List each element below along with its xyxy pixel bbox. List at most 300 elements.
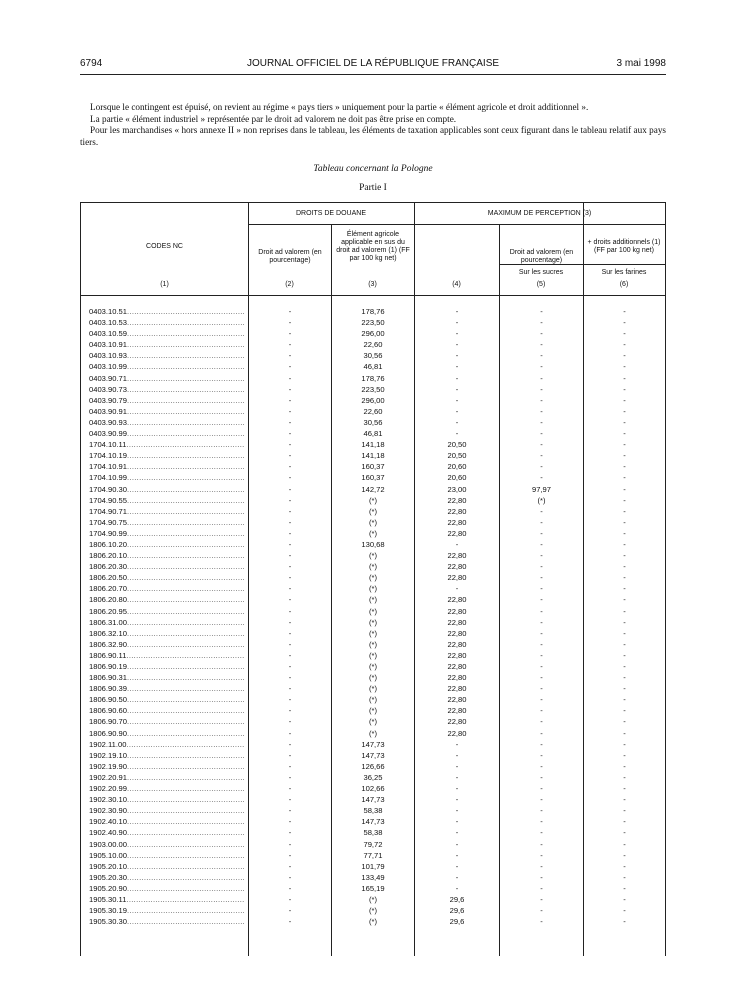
droit-ad-valorem-cell: - — [288, 351, 292, 361]
table-row — [81, 406, 665, 417]
table-row — [81, 439, 665, 450]
element-agricole-cell: (*) — [368, 617, 377, 627]
droit-sucres-cell: - — [540, 894, 543, 904]
droit-farines-cell: - — [623, 517, 626, 527]
droit-sucres-cell: - — [540, 784, 543, 794]
max-droit-ad-valorem-cell: - — [455, 784, 459, 794]
table-row — [81, 716, 665, 727]
droit-farines-cell: - — [623, 695, 626, 705]
droit-ad-valorem-cell: - — [288, 684, 292, 694]
code-nc-cell: 1806.20.70 ..... — [89, 583, 244, 594]
element-agricole-cell: (*) — [368, 584, 377, 594]
code-nc-cell: 1902.40.90 ..... — [89, 827, 244, 838]
droit-farines-cell: - — [623, 761, 626, 771]
droit-ad-valorem-cell: - — [288, 362, 292, 372]
element-agricole-cell: (*) — [368, 673, 377, 683]
droit-sucres-cell: - — [540, 395, 543, 405]
table-row — [81, 872, 665, 883]
droit-ad-valorem-cell: - — [288, 861, 292, 871]
code-nc-cell: 1704.90.30 ..... — [89, 484, 244, 495]
max-droit-ad-valorem-cell: 29,6 — [449, 917, 465, 927]
max-droit-ad-valorem-cell: 29,6 — [449, 894, 465, 904]
code-nc-cell: 1806.90.60 ..... — [89, 705, 244, 716]
element-agricole-cell: (*) — [368, 917, 377, 927]
element-agricole-cell: 133,49 — [361, 872, 385, 882]
droit-farines-cell: - — [623, 850, 626, 860]
table-row — [81, 894, 665, 905]
max-droit-ad-valorem-cell: - — [455, 850, 459, 860]
element-agricole-cell: (*) — [368, 706, 377, 716]
droit-ad-valorem-cell: - — [288, 406, 292, 416]
droit-sucres-cell: - — [540, 429, 543, 439]
max-droit-ad-valorem-cell: - — [455, 351, 459, 361]
table-row — [81, 794, 665, 805]
max-droit-ad-valorem-cell: - — [455, 340, 459, 350]
element-agricole-cell: (*) — [368, 562, 377, 572]
code-nc-cell: 1806.20.95 ..... — [89, 606, 244, 617]
droit-sucres-cell: - — [540, 639, 543, 649]
table-row — [81, 739, 665, 750]
table-row — [81, 617, 665, 628]
element-agricole-cell: 160,37 — [361, 462, 385, 472]
table-row — [81, 572, 665, 583]
code-nc-cell: 1905.30.11 ..... — [89, 894, 244, 905]
droit-farines-cell: - — [623, 817, 626, 827]
droit-sucres-cell: - — [540, 872, 543, 882]
max-droit-ad-valorem-cell: - — [455, 872, 459, 882]
droit-sucres-cell: - — [540, 340, 543, 350]
max-droit-ad-valorem-cell: 22,80 — [447, 617, 467, 627]
element-agricole-cell: (*) — [368, 662, 377, 671]
code-nc-cell: 1806.90.70 ..... — [89, 716, 244, 727]
droit-farines-cell: - — [623, 639, 626, 649]
code-nc-cell: 0403.10.99 ..... — [89, 361, 244, 372]
droit-ad-valorem-cell: - — [288, 395, 292, 405]
droit-sucres-cell: - — [540, 772, 543, 782]
max-droit-ad-valorem-cell: 22,80 — [447, 495, 467, 505]
droit-sucres-cell: - — [540, 617, 543, 627]
droit-ad-valorem-cell: - — [288, 750, 292, 760]
max-droit-ad-valorem-cell: 22,80 — [447, 551, 467, 561]
header-rule — [80, 74, 666, 75]
table-row — [81, 461, 665, 472]
code-nc-cell: 0403.90.73 ..... — [89, 384, 244, 395]
code-nc-cell: 1704.90.71 ..... — [89, 506, 244, 517]
element-agricole-cell: 223,50 — [361, 384, 385, 394]
droit-farines-cell: - — [623, 839, 626, 849]
droit-farines-cell: - — [623, 617, 626, 627]
table-row — [81, 761, 665, 772]
droit-sucres-cell: - — [540, 695, 543, 705]
droit-ad-valorem-cell: - — [288, 828, 292, 838]
max-droit-ad-valorem-cell: 22,80 — [447, 528, 467, 538]
max-droit-ad-valorem-cell: - — [455, 806, 459, 816]
droit-ad-valorem-cell: - — [288, 795, 292, 805]
element-agricole-cell: 22,60 — [363, 340, 383, 350]
element-agricole-cell: 165,19 — [361, 883, 385, 893]
droit-ad-valorem-cell: - — [288, 539, 292, 549]
droit-farines-cell: - — [623, 362, 626, 372]
intro-paragraph: La partie « élément industriel » représentée par le droit ad valorem ne doit pas être prise en compte. — [90, 113, 457, 124]
droit-farines-cell: - — [623, 684, 626, 694]
max-droit-ad-valorem-cell: - — [455, 772, 459, 782]
table-row — [81, 639, 665, 650]
code-nc-cell: 0403.90.93 ..... — [89, 417, 244, 428]
droit-sucres-cell: - — [540, 728, 543, 738]
droit-farines-cell: - — [623, 606, 626, 616]
table-row — [81, 861, 665, 872]
droit-farines-cell: - — [623, 728, 626, 738]
droit-farines-cell: - — [623, 417, 626, 427]
droit-ad-valorem-cell: - — [288, 462, 292, 472]
max-droit-ad-valorem-cell: 22,80 — [447, 573, 467, 583]
max-droit-ad-valorem-cell: - — [455, 417, 459, 427]
code-nc-cell: 1902.30.10 ..... — [89, 794, 244, 805]
droit-ad-valorem-cell: - — [288, 373, 292, 383]
max-droit-ad-valorem-cell: 22,80 — [447, 650, 467, 660]
max-droit-ad-valorem-cell: - — [455, 584, 459, 594]
code-nc-cell: 1806.20.50 ..... — [89, 572, 244, 583]
droit-sucres-cell: - — [540, 850, 543, 860]
element-agricole-cell: (*) — [368, 595, 377, 605]
droit-farines-cell: - — [623, 662, 626, 671]
code-nc-cell: 1905.20.90 ..... — [89, 883, 244, 894]
header-droit-ad-valorem: Droit ad valorem (en pourcentage) — [258, 249, 322, 264]
table-row — [81, 694, 665, 705]
element-agricole-cell: 58,38 — [363, 828, 383, 838]
droit-ad-valorem-cell: - — [288, 595, 292, 605]
table-row — [81, 650, 665, 661]
column-number: (1) — [160, 281, 169, 288]
droit-ad-valorem-cell: - — [288, 784, 292, 794]
max-droit-ad-valorem-cell: - — [455, 406, 459, 416]
max-droit-ad-valorem-cell: 22,80 — [447, 506, 467, 516]
droit-farines-cell: - — [623, 351, 626, 361]
droit-ad-valorem-cell: - — [288, 506, 292, 516]
droit-ad-valorem-cell: - — [288, 772, 292, 782]
code-nc-cell: 1905.10.00 ..... — [89, 850, 244, 861]
droit-farines-cell: - — [623, 673, 626, 683]
droit-ad-valorem-cell: - — [288, 318, 292, 328]
code-nc-cell: 1905.30.19 ..... — [89, 905, 244, 916]
droit-ad-valorem-cell: - — [288, 528, 292, 538]
droit-sucres-cell: - — [540, 451, 543, 461]
droit-sucres-cell: - — [540, 606, 543, 616]
element-agricole-cell: (*) — [368, 639, 377, 649]
header-droits-de-douane: DROITS DE DOUANE — [295, 210, 366, 217]
max-droit-ad-valorem-cell: 22,80 — [447, 673, 467, 683]
table-row — [81, 672, 665, 683]
droit-ad-valorem-cell: - — [288, 329, 292, 339]
max-droit-ad-valorem-cell: 22,80 — [447, 517, 467, 527]
max-droit-ad-valorem-cell: - — [455, 739, 459, 749]
droit-sucres-cell: - — [540, 584, 543, 594]
code-nc-cell: 1902.20.99 ..... — [89, 783, 244, 794]
element-agricole-cell: 22,60 — [363, 406, 383, 416]
element-agricole-cell: 147,73 — [361, 795, 385, 805]
droit-farines-cell: - — [623, 395, 626, 405]
max-droit-ad-valorem-cell: 22,80 — [447, 595, 467, 605]
max-droit-ad-valorem-cell: - — [455, 883, 459, 893]
column-number: (5) — [536, 281, 546, 288]
droit-ad-valorem-cell: - — [288, 839, 292, 849]
droit-ad-valorem-cell: - — [288, 484, 292, 494]
code-nc-cell: 0403.10.59 ..... — [89, 328, 244, 339]
droit-ad-valorem-cell: - — [288, 706, 292, 716]
intro-text — [80, 102, 666, 148]
code-nc-cell: 1905.20.30 ..... — [89, 872, 244, 883]
droit-ad-valorem-cell: - — [288, 639, 292, 649]
code-nc-cell: 1806.32.10 ..... — [89, 628, 244, 639]
droit-sucres-cell: - — [540, 595, 543, 605]
droit-farines-cell: - — [623, 739, 626, 749]
header-maximum-perception: MAXIMUM DE PERCEPTION (3) — [487, 210, 592, 217]
max-droit-ad-valorem-cell: 20,60 — [447, 473, 467, 483]
max-droit-ad-valorem-cell: 20,50 — [447, 440, 467, 450]
table-body — [81, 306, 665, 927]
droit-farines-cell: - — [623, 628, 626, 638]
element-agricole-cell: (*) — [368, 551, 377, 561]
droit-farines-cell: - — [623, 595, 626, 605]
max-droit-ad-valorem-cell: - — [455, 761, 459, 771]
droit-farines-cell: - — [623, 495, 626, 505]
droit-sucres-cell: - — [540, 440, 543, 450]
droit-farines-cell: - — [623, 883, 626, 893]
element-agricole-cell: 142,72 — [361, 484, 385, 494]
max-droit-ad-valorem-cell: 22,80 — [447, 639, 467, 649]
code-nc-cell: 1806.90.90 ..... — [89, 728, 244, 739]
table-row — [81, 750, 665, 761]
element-agricole-cell: (*) — [368, 906, 377, 916]
table-row — [81, 450, 665, 461]
droit-sucres-cell: - — [540, 650, 543, 660]
table-row — [81, 417, 665, 428]
table-row — [81, 594, 665, 605]
code-nc-cell: 1806.32.90 ..... — [89, 639, 244, 650]
code-nc-cell: 1905.30.30 ..... — [89, 916, 244, 927]
droit-farines-cell: - — [623, 528, 626, 538]
table-row — [81, 350, 665, 361]
droit-ad-valorem-cell: - — [288, 517, 292, 527]
droit-sucres-cell: - — [540, 551, 543, 561]
droit-farines-cell: - — [623, 584, 626, 594]
droit-sucres-cell: - — [540, 662, 543, 671]
max-droit-ad-valorem-cell: - — [455, 861, 459, 871]
element-agricole-cell: 147,73 — [361, 739, 385, 749]
droit-farines-cell: - — [623, 917, 626, 927]
droit-sucres-cell: - — [540, 351, 543, 361]
element-agricole-cell: (*) — [368, 650, 377, 660]
droit-ad-valorem-cell: - — [288, 650, 292, 660]
max-droit-ad-valorem-cell: 22,80 — [447, 606, 467, 616]
table-row — [81, 561, 665, 572]
table-row — [81, 495, 665, 506]
droit-sucres-cell: - — [540, 917, 543, 927]
code-nc-cell: 0403.10.93 ..... — [89, 350, 244, 361]
max-droit-ad-valorem-cell: - — [455, 318, 459, 328]
droit-farines-cell: - — [623, 573, 626, 583]
droit-ad-valorem-cell: - — [288, 872, 292, 882]
code-nc-cell: 1806.90.31 ..... — [89, 672, 244, 683]
table-row — [81, 816, 665, 827]
element-agricole-cell: 79,72 — [363, 839, 383, 849]
element-agricole-cell: (*) — [368, 684, 377, 694]
droit-sucres-cell: - — [540, 318, 543, 328]
droit-farines-cell: - — [623, 307, 626, 316]
code-nc-cell: 0403.90.91 ..... — [89, 406, 244, 417]
droit-sucres-cell: - — [540, 384, 543, 394]
header-droits-additionnels: + droits additionnels (1) (FF par 100 kg net) — [587, 239, 661, 254]
element-agricole-cell: 160,37 — [361, 473, 385, 483]
header-divider — [248, 224, 665, 225]
droit-sucres-cell: - — [540, 750, 543, 760]
droit-ad-valorem-cell: - — [288, 806, 292, 816]
running-header — [80, 58, 666, 72]
element-agricole-cell: (*) — [368, 717, 377, 727]
droit-sucres-cell: - — [540, 795, 543, 805]
droit-ad-valorem-cell: - — [288, 606, 292, 616]
max-droit-ad-valorem-cell: 29,6 — [449, 906, 465, 916]
droit-farines-cell: - — [623, 562, 626, 572]
code-nc-cell: 1902.19.10 ..... — [89, 750, 244, 761]
table-row — [81, 517, 665, 528]
table-row — [81, 550, 665, 561]
max-droit-ad-valorem-cell: - — [455, 307, 459, 316]
droit-sucres-cell: - — [540, 883, 543, 893]
droit-ad-valorem-cell: - — [288, 429, 292, 439]
droit-sucres-cell: - — [540, 539, 543, 549]
droit-ad-valorem-cell: - — [288, 817, 292, 827]
header-sur-les-farines: Sur les farines — [601, 269, 647, 276]
max-droit-ad-valorem-cell: - — [455, 395, 459, 405]
tariff-table — [80, 202, 666, 956]
max-droit-ad-valorem-cell: - — [455, 828, 459, 838]
column-number: (4) — [452, 281, 461, 288]
droit-ad-valorem-cell: - — [288, 440, 292, 450]
code-nc-cell: 1704.10.19 ..... — [89, 450, 244, 461]
droit-farines-cell: - — [623, 795, 626, 805]
table-row — [81, 661, 665, 672]
code-nc-cell: 1704.10.11 ..... — [89, 439, 244, 450]
intro-paragraph: Lorsque le contingent est épuisé, on revient au régime « pays tiers » uniquement pour la partie « élément agricole et droit additionnel ». — [90, 102, 589, 112]
droit-farines-cell: - — [623, 828, 626, 838]
element-agricole-cell: 126,66 — [361, 761, 385, 771]
droit-farines-cell: - — [623, 894, 626, 904]
droit-farines-cell: - — [623, 473, 626, 483]
table-row — [81, 628, 665, 639]
table-row — [81, 850, 665, 861]
max-droit-ad-valorem-cell: - — [455, 362, 459, 372]
code-nc-cell: 1704.10.99 ..... — [89, 472, 244, 483]
droit-sucres-cell: - — [540, 906, 543, 916]
table-row — [81, 373, 665, 384]
element-agricole-cell: (*) — [368, 628, 377, 638]
max-droit-ad-valorem-cell: - — [455, 817, 459, 827]
droit-sucres-cell: - — [540, 839, 543, 849]
code-nc-cell: 0403.10.53 ..... — [89, 317, 244, 328]
element-agricole-cell: (*) — [368, 606, 377, 616]
element-agricole-cell: (*) — [368, 894, 377, 904]
element-agricole-cell: 141,18 — [361, 451, 385, 461]
code-nc-cell: 1806.90.19 ..... — [89, 661, 244, 672]
code-nc-cell: 1704.90.55 ..... — [89, 495, 244, 506]
table-row — [81, 328, 665, 339]
droit-sucres-cell: - — [540, 628, 543, 638]
column-number: (3) — [368, 281, 377, 288]
element-agricole-cell: 141,18 — [361, 440, 385, 450]
droit-sucres-cell: - — [540, 362, 543, 372]
element-agricole-cell: 30,56 — [363, 351, 383, 361]
code-nc-cell: 1903.00.00 ..... — [89, 839, 244, 850]
droit-sucres-cell: - — [540, 861, 543, 871]
droit-sucres-cell: - — [540, 717, 543, 727]
droit-sucres-cell: - — [540, 329, 543, 339]
code-nc-cell: 1806.20.80 ..... — [89, 594, 244, 605]
droit-ad-valorem-cell: - — [288, 728, 292, 738]
max-droit-ad-valorem-cell: - — [455, 429, 459, 439]
droit-ad-valorem-cell: - — [288, 883, 292, 893]
droit-farines-cell: - — [623, 462, 626, 472]
max-droit-ad-valorem-cell: 22,80 — [447, 628, 467, 638]
element-agricole-cell: 223,50 — [361, 318, 385, 328]
droit-sucres-cell: - — [540, 562, 543, 572]
table-row — [81, 606, 665, 617]
droit-sucres-cell: - — [540, 406, 543, 416]
journal-title: JOURNAL OFFICIEL DE LA RÉPUBLIQUE FRANÇAISE — [246, 58, 500, 69]
droit-ad-valorem-cell: - — [288, 584, 292, 594]
droit-ad-valorem-cell: - — [288, 673, 292, 683]
section-label: Partie I — [359, 183, 387, 193]
droit-farines-cell: - — [623, 329, 626, 339]
code-nc-cell: 0403.90.71 ..... — [89, 373, 244, 384]
element-agricole-cell: (*) — [368, 573, 377, 583]
table-row — [81, 306, 665, 317]
code-nc-cell: 0403.90.99 ..... — [89, 428, 244, 439]
droit-sucres-cell: - — [540, 573, 543, 583]
table-row — [81, 805, 665, 816]
droit-sucres-cell: - — [540, 817, 543, 827]
droit-sucres-cell: - — [540, 307, 543, 316]
table-row — [81, 539, 665, 550]
element-agricole-cell: (*) — [368, 695, 377, 705]
table-row — [81, 728, 665, 739]
code-nc-cell: 1902.19.90 ..... — [89, 761, 244, 772]
droit-ad-valorem-cell: - — [288, 695, 292, 705]
max-droit-ad-valorem-cell: - — [455, 795, 459, 805]
table-row — [81, 317, 665, 328]
header-sur-les-sucres: Sur les sucres — [518, 269, 564, 276]
droit-sucres-cell: - — [540, 806, 543, 816]
droit-ad-valorem-cell: - — [288, 761, 292, 771]
element-agricole-cell: (*) — [368, 495, 377, 505]
droit-sucres-cell: - — [540, 417, 543, 427]
element-agricole-cell: (*) — [368, 506, 377, 516]
table-row — [81, 683, 665, 694]
table-caption: Tableau concernant la Pologne — [313, 164, 433, 174]
element-agricole-cell: 296,00 — [361, 329, 385, 339]
table-row — [81, 916, 665, 927]
droit-farines-cell: - — [623, 340, 626, 350]
max-droit-ad-valorem-cell: 22,80 — [447, 706, 467, 716]
droit-sucres-cell: - — [540, 706, 543, 716]
code-nc-cell: 1806.10.20 ..... — [89, 539, 244, 550]
droit-ad-valorem-cell: - — [288, 307, 292, 316]
intro-paragraph: Pour les marchandises « hors annexe II » non reprises dans le tableau, les éléments de taxation applicables sont ceux figurant dans le tableau relatif aux pays tiers. — [80, 125, 666, 147]
column-number: (6) — [619, 281, 629, 288]
max-droit-ad-valorem-cell: - — [455, 329, 459, 339]
droit-farines-cell: - — [623, 784, 626, 794]
droit-farines-cell: - — [623, 551, 626, 561]
